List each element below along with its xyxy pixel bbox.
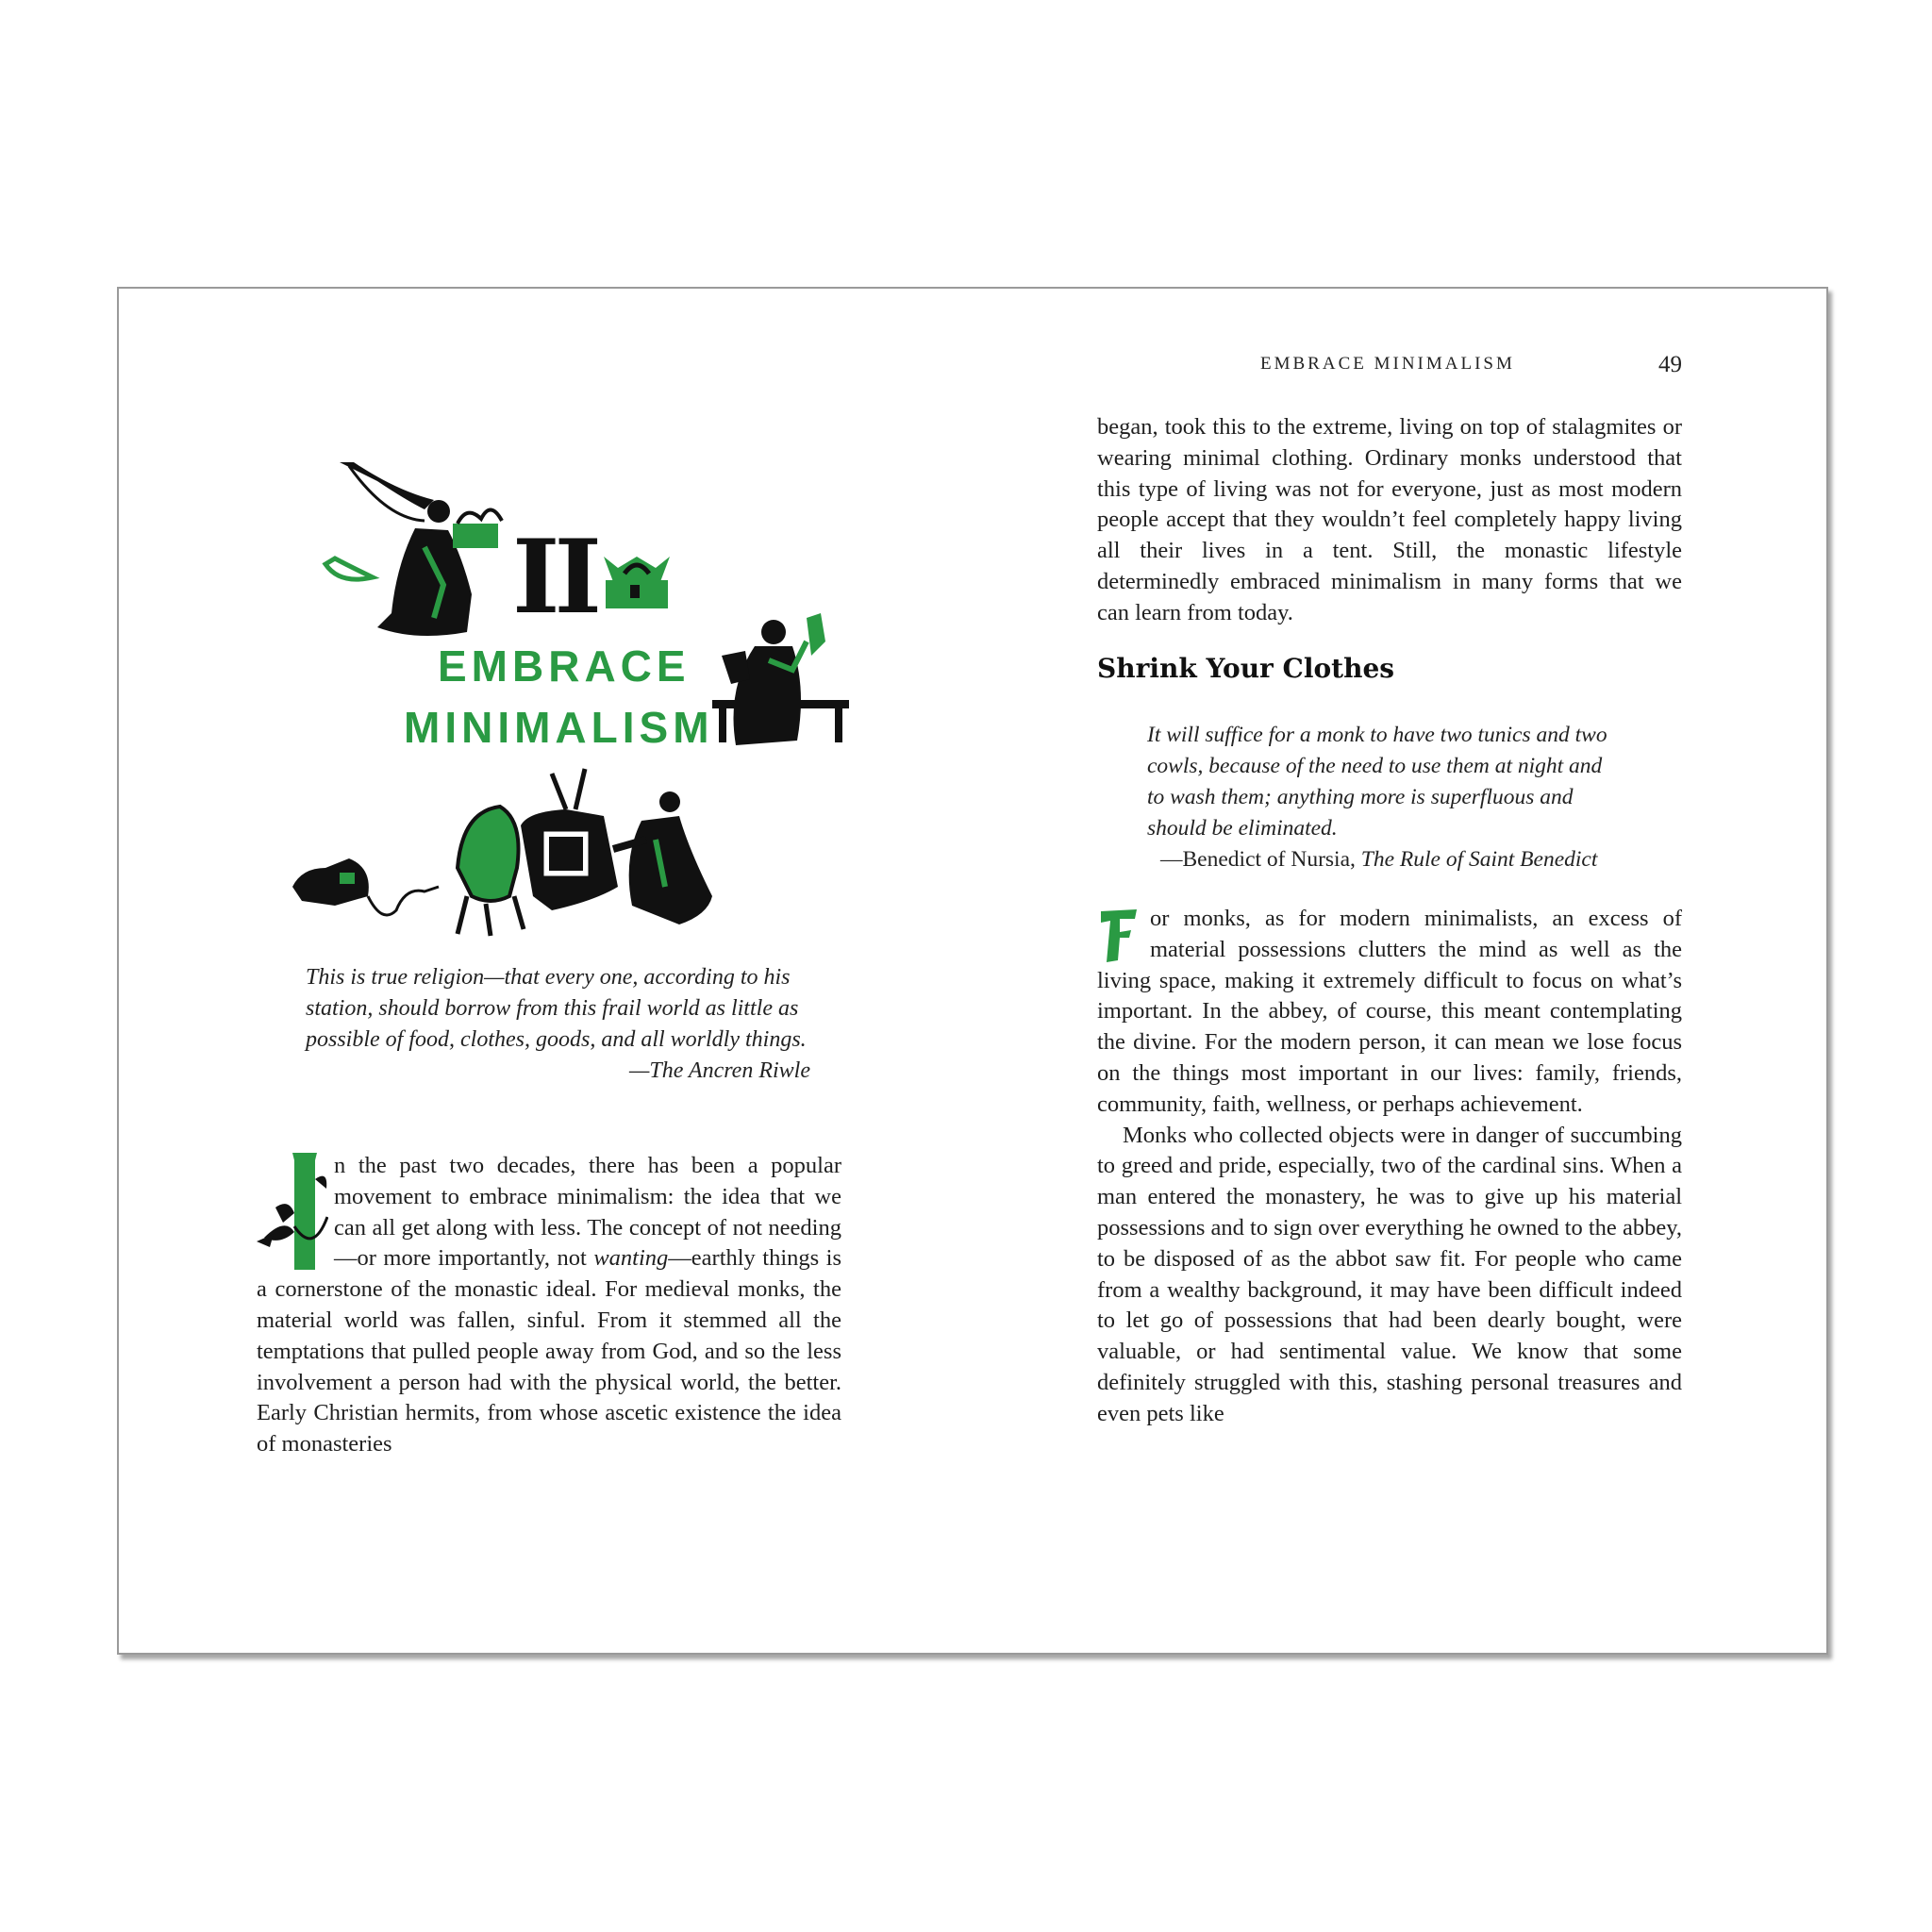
vine-dropcap-icon [257,1151,328,1274]
quote-attribution-author: —Benedict of Nursia, [1160,847,1361,872]
page-number: 49 [1658,352,1682,377]
left-body-text [257,1151,841,1460]
epigraph-line: station, should borrow from this frail world as little as [306,996,799,1021]
epigraph [306,962,810,1087]
rule-quote [1147,720,1638,875]
right-body-paragraph-2: Monks who collected objects were in danger of succumbing to greed and pride, especially, two of the cardinal sins. When a man entered the monastery, he was to give up his material possessions and to sign over everything he owned to the abbey, to be disposed of as the abbot saw fit. For people who came from a wealthy background, it may have been difficult indeed to let go of possessions that had been dearly bought, were valuable, or had sentimental value. We know that some definitely struggled with this, stashing personal treasures and even pets like [1097,1122,1682,1426]
quote-attribution-title: The Rule of Saint Benedict [1360,847,1598,872]
running-header: EMBRACE MINIMALISM [1260,354,1515,374]
left-body-italic-word: wanting [593,1245,669,1272]
chapter-numeral: II [512,518,597,637]
chapter-title-line1: EMBRACE [438,641,691,691]
epigraph-line: This is true religion—that every one, according to his [306,965,791,990]
chapter-illustration [283,453,868,943]
right-body-para1-text: or monks, as for modern minimalists, an excess of material possessions clutters the mind as well as the living space, making it extremely difficult to focus on what’s important. In the abbey, of course, this meant contemplating the divine. For the modern person, it can mean we lose focus on the things most important in our lives: family, friends, community, faith, wellness, or perhaps achievement. [1097,906,1682,1117]
dropcap-f [1097,908,1141,964]
left-body-text-part1: n the past two decades, there has been a popular movement to embrace minimalism: the idea that we can all get along with less. The concept of not needing—or more importantly, not [334,1153,841,1272]
epigraph-line: possible of food, clothes, goods, and all worldly things. [306,1027,807,1052]
quote-line: to wash them; anything more is superfluous and [1147,785,1574,809]
section-heading: Shrink Your Clothes [1097,653,1395,684]
quote-line: cowls, because of the need to use them at night and [1147,754,1603,778]
quote-attribution [1147,844,1638,875]
right-body-text [1097,904,1682,1430]
quote-line: should be eliminated. [1147,816,1338,841]
epigraph-attribution: —The Ancren Riwle [629,1058,810,1083]
quote-line: It will suffice for a monk to have two tunics and two [1147,723,1607,747]
dropcap-f-icon [1097,908,1141,964]
left-body-text-part2: —earthly things is a cornerstone of the monastic ideal. For medieval monks, the material world was fallen, sinful. From it stemmed all the temptations that pulled people away from God, and so the less involvement a person had with the physical world, the better. Early Christian hermits, from whose ascetic existence the idea of monasteries [257,1245,841,1457]
chapter-title-line2: MINIMALISM [404,703,714,752]
right-body-paragraph-1 [1097,904,1682,1121]
dropcap-i [257,1151,328,1274]
right-top-paragraph: began, took this to the extreme, living on top of stalagmites or wearing minimal clothing. Ordinary monks understood that this type of living was not for everyone, just as most modern people accept that they wouldn’t feel completely happy living all their lives in a tent. Still, the monastic lifestyle determinedly embraced minimalism in many forms that we can learn from today. [1097,414,1682,625]
